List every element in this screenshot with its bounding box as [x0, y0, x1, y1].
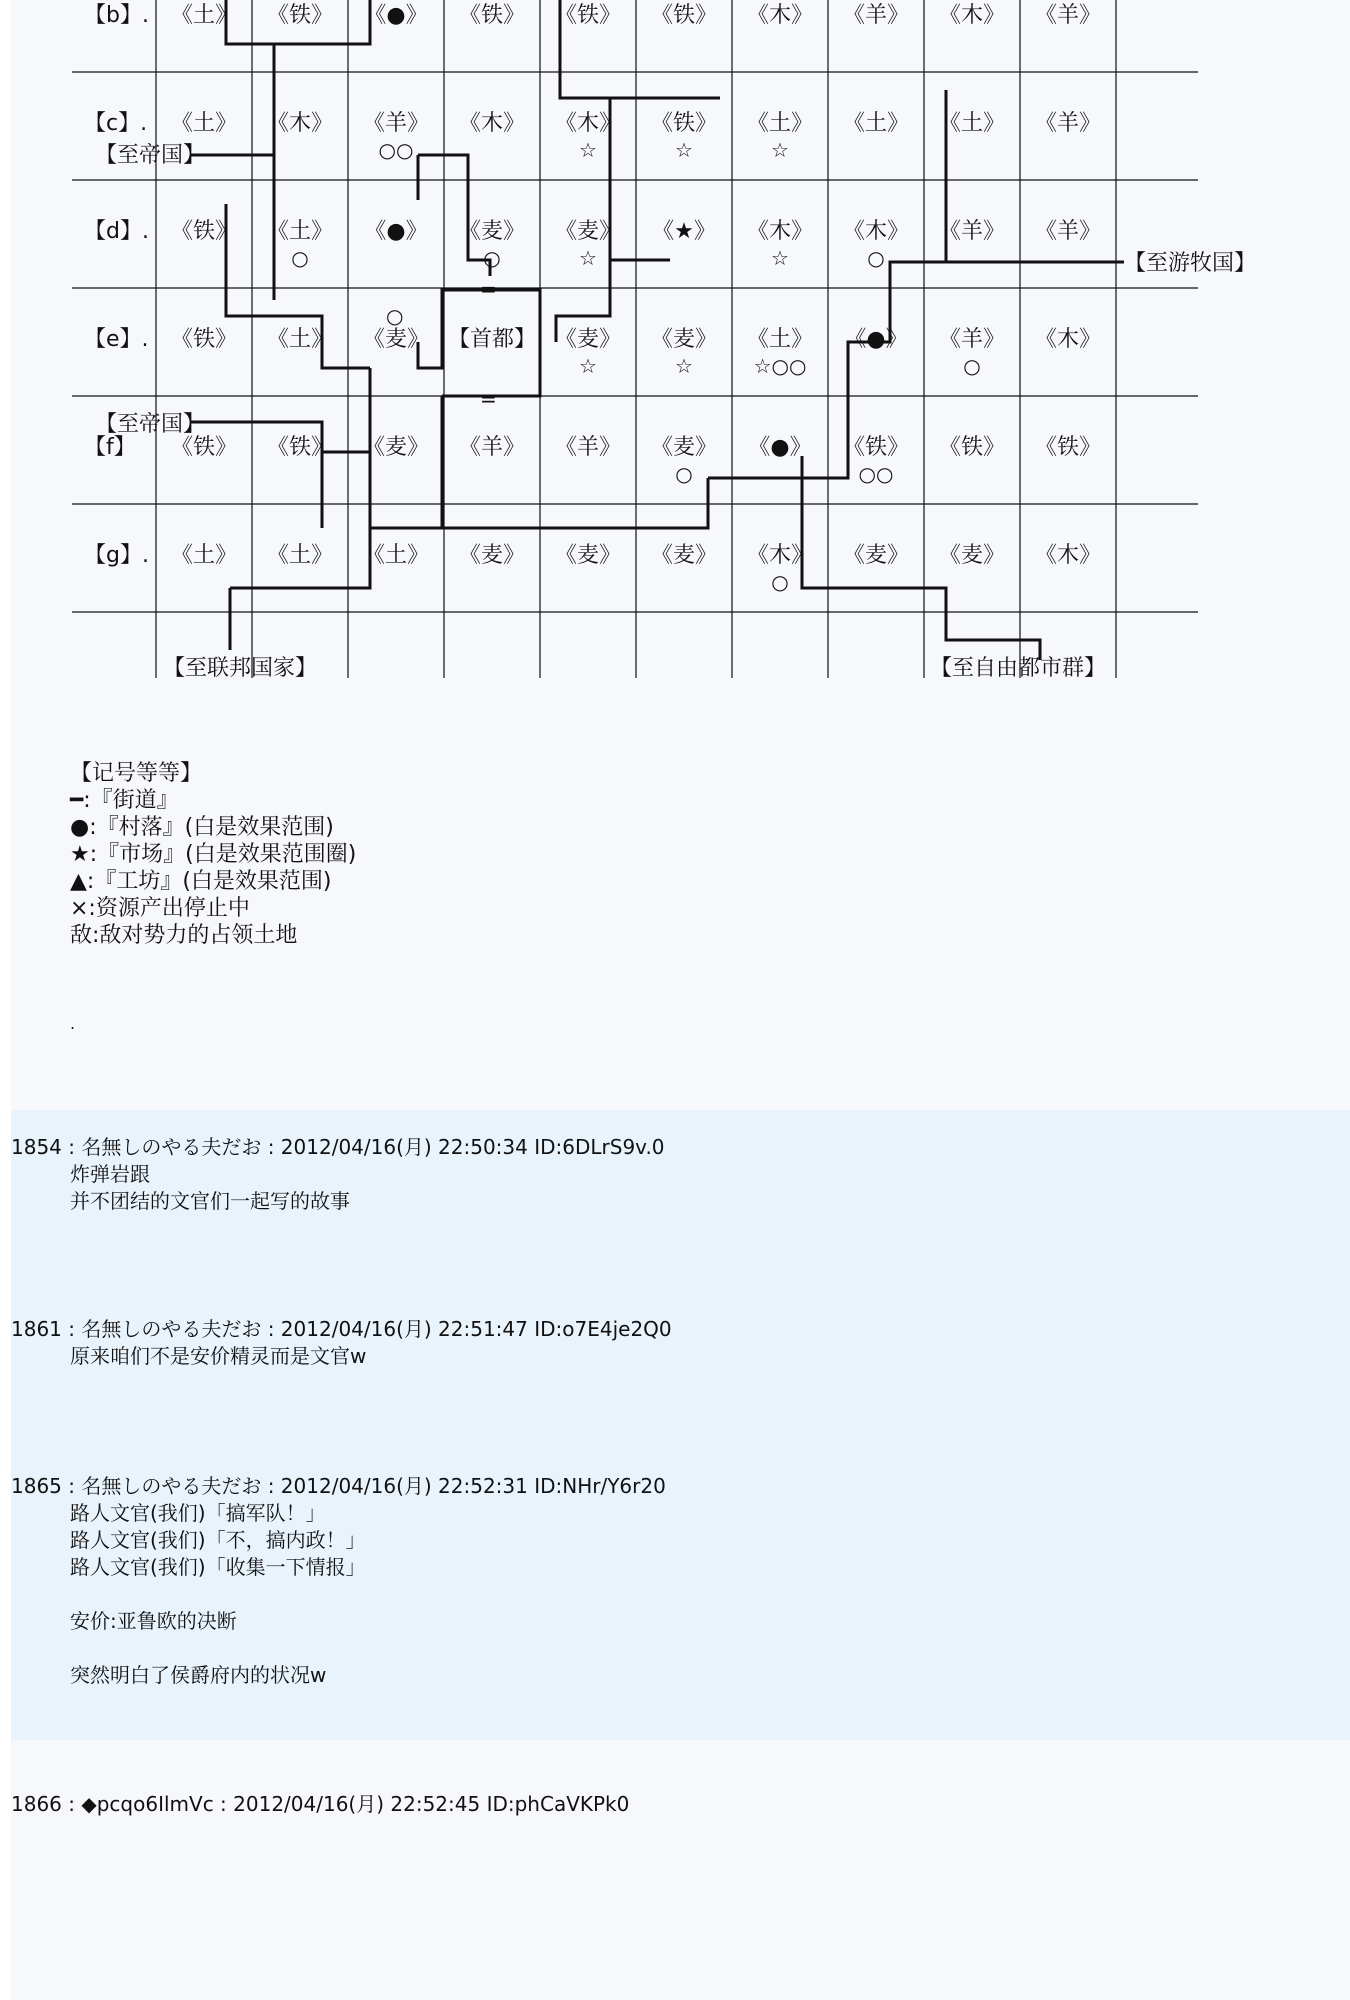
post-body — [70, 1500, 666, 1689]
map-cell-resource: 《麦》 — [362, 327, 430, 352]
map-cell-mark: ☆ — [675, 354, 693, 378]
map-cell-resource: 《土》 — [266, 327, 334, 352]
post-line: 路人文官(我们)「收集一下情报」 — [70, 1555, 366, 1579]
legend-item: ━:『街道』 — [70, 788, 179, 813]
post-header: 1866 : ◆pcqo6IlmVc : 2012/04/16(月) 22:52:45 ID:phCaVKPk0 — [11, 1792, 630, 1816]
map-cell-resource: 《木》 — [746, 543, 814, 568]
map-cell-resource: 《木》 — [746, 3, 814, 28]
map-cell-resource: 《铁》 — [170, 327, 238, 352]
road-segment — [802, 478, 1040, 660]
map-cell-mark: ○ — [771, 570, 789, 594]
legend-item: ▲:『工坊』(白是效果范围) — [70, 869, 332, 894]
map-cell-resource: 《麦》 — [554, 543, 622, 568]
map-cell-resource: 《羊》 — [938, 327, 1006, 352]
map-cell-mark: ☆ — [579, 138, 597, 162]
map-cell-resource: 《●》 — [364, 3, 428, 28]
trailing-dot: . — [70, 1014, 76, 1033]
map-cell-resource: 《铁》 — [938, 435, 1006, 460]
post-1861 — [11, 1316, 672, 1370]
map-cell-mark: ○ — [291, 246, 309, 270]
map-cell-mark: ○ — [963, 354, 981, 378]
post-line: 突然明白了侯爵府内的状况w — [70, 1663, 327, 1687]
exit-to-free-cities: 【至自由都市群】 — [930, 656, 1107, 681]
capital-gate-bottom: = — [480, 387, 497, 411]
map-cell-resource: 《羊》 — [1034, 3, 1102, 28]
map-cells — [84, 3, 1101, 594]
row-label: 【e】. — [84, 327, 149, 352]
map-cell-resource: 《木》 — [842, 219, 910, 244]
post-header: 1865 : 名無しのやる夫だお : 2012/04/16(月) 22:52:31 ID:NHr/Y6r20 — [11, 1474, 666, 1498]
map-cell-resource: 《麦》 — [458, 219, 526, 244]
map-cell-mark: ☆ — [675, 138, 693, 162]
legend-item: ●:『村落』(白是效果范围) — [70, 815, 334, 840]
map-cell-resource: 《土》 — [170, 111, 238, 136]
map-cell-resource: 《麦》 — [362, 435, 430, 460]
map-cell-resource: 《铁》 — [650, 111, 718, 136]
legend-title: 【记号等等】 — [70, 761, 203, 786]
map-cell-mark: ☆ — [771, 138, 789, 162]
map-cell-resource: 《土》 — [266, 219, 334, 244]
post-line: 原来咱们不是安价精灵而是文官w — [70, 1344, 367, 1368]
post-header: 1854 : 名無しのやる夫だお : 2012/04/16(月) 22:50:34 ID:6DLrS9v.0 — [11, 1135, 665, 1159]
map-cell-resource: 《土》 — [170, 3, 238, 28]
map-cell-resource: 《土》 — [842, 111, 910, 136]
map-cell-resource: 《铁》 — [458, 3, 526, 28]
exit-to-empire-2: 【至帝国】 — [95, 412, 206, 437]
map-cell-resource: 《土》 — [746, 327, 814, 352]
row-label: 【b】. — [84, 3, 149, 28]
legend — [70, 760, 356, 949]
exit-to-federation: 【至联邦国家】 — [163, 656, 318, 681]
map-cell-resource: 《麦》 — [650, 435, 718, 460]
map-cell-resource: 《●》 — [748, 435, 812, 460]
post-line — [70, 1635, 666, 1662]
map-cell-resource: 《铁》 — [1034, 435, 1102, 460]
post-body — [70, 1161, 665, 1215]
post-header: 1861 : 名無しのやる夫だお : 2012/04/16(月) 22:51:47 ID:o7E4je2Q0 — [11, 1317, 672, 1341]
legend-item: ★:『市场』(白是效果范围圈) — [70, 842, 357, 867]
map-cell-resource: 《麦》 — [554, 219, 622, 244]
map-cell-mark: ☆○○ — [753, 354, 807, 378]
map-cell-mark: ○○ — [858, 462, 894, 486]
map-cell-resource: 《木》 — [1034, 327, 1102, 352]
map-cell-resource: 《木》 — [938, 3, 1006, 28]
capital-gate-top: = — [480, 277, 497, 301]
row-label: 【f】 — [84, 435, 136, 460]
post-line — [70, 1581, 666, 1608]
map-cell-resource: 《麦》 — [650, 543, 718, 568]
map-cell-resource: 《麦》 — [938, 543, 1006, 568]
map-cell-resource: 《铁》 — [266, 435, 334, 460]
map-cell-resource: 《麦》 — [650, 327, 718, 352]
post-line: 并不团结的文官们一起写的故事 — [70, 1189, 350, 1213]
map-cell-resource: 《土》 — [170, 543, 238, 568]
post-line: 安价:亚鲁欧的决断 — [70, 1609, 237, 1633]
exit-to-empire-1: 【至帝国】 — [95, 143, 206, 168]
map-cell-resource: 《●》 — [364, 219, 428, 244]
map-cell-resource: 《●》 — [844, 327, 908, 352]
map-cell-resource: 《土》 — [266, 543, 334, 568]
map-cell-resource: 《羊》 — [1034, 111, 1102, 136]
map-cell-resource: 《木》 — [458, 111, 526, 136]
map-cell-resource: 《土》 — [746, 111, 814, 136]
map-cell-resource: 《土》 — [938, 111, 1006, 136]
post-body — [70, 1343, 672, 1370]
map-cell-mark: ○○ — [378, 138, 414, 162]
map-cell-resource: 《铁》 — [554, 3, 622, 28]
map-cell-resource: 《铁》 — [266, 3, 334, 28]
territory-map — [0, 0, 1350, 700]
row-label: 【c】. — [84, 111, 148, 136]
post-line: 炸弹岩跟 — [70, 1162, 150, 1186]
map-cell-resource: 《羊》 — [362, 111, 430, 136]
map-cell-resource: 《羊》 — [458, 435, 526, 460]
road-segment — [370, 478, 708, 528]
map-cell-mark: ○ — [867, 246, 885, 270]
map-cell-resource: 《麦》 — [842, 543, 910, 568]
post-line: 路人文官(我们)「搞军队！」 — [70, 1501, 326, 1525]
map-cell-resource: 《★》 — [652, 219, 716, 244]
map-cell-resource: 《麦》 — [554, 327, 622, 352]
map-cell-resource: 《铁》 — [650, 3, 718, 28]
exit-to-nomad: 【至游牧国】 — [1124, 251, 1257, 276]
map-cell-resource: 《麦》 — [458, 543, 526, 568]
legend-items — [70, 787, 356, 949]
map-cell-resource: 【首都】 — [447, 327, 537, 352]
map-cell-mark: ☆ — [771, 246, 789, 270]
post-1866 — [11, 1791, 629, 1818]
map-cell-resource: 《木》 — [554, 111, 622, 136]
map-cell-mark: ☆ — [579, 246, 597, 270]
road-segment — [418, 155, 468, 180]
map-cell-mark: ○ — [483, 246, 501, 270]
map-cell-resource: 《羊》 — [938, 219, 1006, 244]
map-cell-resource: 《木》 — [266, 111, 334, 136]
row-label: 【d】. — [84, 219, 149, 244]
map-grid — [72, 0, 1198, 678]
post-1865 — [11, 1473, 666, 1689]
map-cell-mark: ○ — [675, 462, 693, 486]
row-label: 【g】. — [84, 543, 149, 568]
village-range-mark: ○ — [386, 304, 404, 328]
legend-item: 敌:敌对势力的占领土地 — [70, 923, 298, 948]
map-cell-resource: 《羊》 — [554, 435, 622, 460]
legend-item: ×:资源产出停止中 — [70, 896, 250, 921]
map-cell-resource: 《铁》 — [842, 435, 910, 460]
map-cell-resource: 《铁》 — [170, 219, 238, 244]
map-cell-resource: 《木》 — [1034, 543, 1102, 568]
post-line: 路人文官(我们)「不，搞内政！」 — [70, 1528, 366, 1552]
map-cell-resource: 《羊》 — [842, 3, 910, 28]
map-cell-resource: 《土》 — [362, 543, 430, 568]
map-cell-resource: 《木》 — [746, 219, 814, 244]
post-1854 — [11, 1134, 665, 1215]
map-cell-mark: ☆ — [579, 354, 597, 378]
map-cell-resource: 《羊》 — [1034, 219, 1102, 244]
map-cell-resource: 《铁》 — [170, 435, 238, 460]
